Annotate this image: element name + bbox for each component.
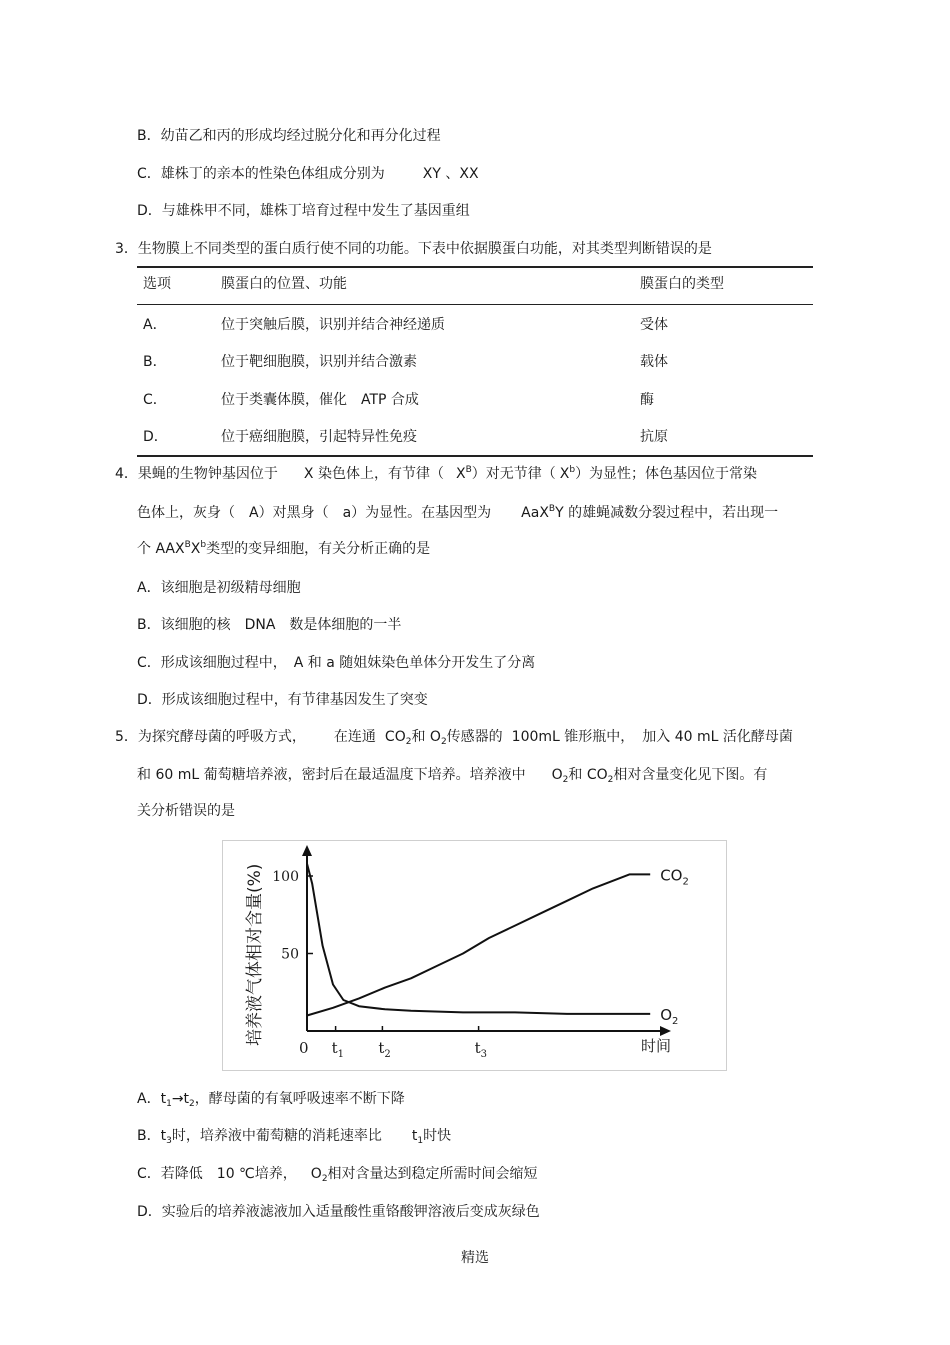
q4-l1-d: ）对无节律（ xyxy=(471,466,556,482)
q5-l1-d: 和 O xyxy=(411,729,441,745)
q4-l1-e: X xyxy=(559,466,570,482)
table-top-rule xyxy=(137,266,813,268)
q5-l1-a: 5．为探究酵母菌的呼吸方式， xyxy=(115,729,306,745)
gas-content-chart xyxy=(223,841,726,1070)
q3-stem: 3．生物膜上不同类型的蛋白质行使不同的功能。下表中依据膜蛋白功能，对其类型判断错误的是 xyxy=(115,241,712,257)
q4-option-d: D．形成该细胞过程中，有节律基因发生了突变 xyxy=(137,692,428,708)
q5-c-c: O xyxy=(310,1166,322,1182)
q4-l3-a-sup: B xyxy=(184,540,191,550)
q4-l1-b: X 染色体上，有节律（ xyxy=(303,466,444,482)
q4-stem-line3 xyxy=(137,539,430,559)
q5-b-a: B． xyxy=(137,1128,161,1144)
q5-b-e: 时快 xyxy=(423,1128,452,1144)
table-row-c-function: 位于类囊体膜，催化 ATP 合成 xyxy=(221,392,419,408)
gas-content-figure xyxy=(222,840,727,1071)
table-header-type: 膜蛋白的类型 xyxy=(640,276,724,292)
q5-l1-e: 传感器的 xyxy=(446,729,503,745)
x-tick-label: $t_2$ xyxy=(378,1039,391,1060)
q5-option-c xyxy=(137,1164,538,1184)
q5-l1-f: 100mL 锥形瓶中， xyxy=(511,729,635,745)
q2-option-c-text: C．雄株丁的亲本的性染色体组成分别为 xyxy=(137,166,385,182)
table-row-b-option: B． xyxy=(143,354,167,370)
q4-option-b: B．该细胞的核 DNA 数是体细胞的一半 xyxy=(137,617,402,633)
q5-l1-c-sub: 2 xyxy=(405,737,412,747)
q5-option-b xyxy=(137,1126,451,1146)
q5-l2-b-sub: 2 xyxy=(562,775,569,785)
table-bottom-rule xyxy=(137,455,813,457)
q5-stem-line1 xyxy=(115,727,793,747)
page-footer: 精选 xyxy=(461,1250,489,1266)
q4-l2-b: AaX xyxy=(521,505,549,521)
series-line-co2 xyxy=(307,874,650,1015)
q4-l3-a: 个 AAX xyxy=(137,541,185,557)
y-tick-label: 100 xyxy=(272,869,299,885)
q5-c-c-sub: 2 xyxy=(321,1174,328,1184)
q4-stem-line1 xyxy=(115,464,757,484)
table-header-function: 膜蛋白的位置、功能 xyxy=(221,276,347,292)
q5-a-b-sub: 1 xyxy=(166,1099,172,1109)
q5-c-d: 相对含量达到稳定所需时间会缩短 xyxy=(327,1166,538,1182)
q4-l1-f: ）为显性；体色基因位于常染 xyxy=(575,466,758,482)
q4-l1-c-sup: B xyxy=(465,465,472,475)
q5-a-a: A． xyxy=(137,1091,161,1107)
q4-l2-b-sup: B xyxy=(548,504,556,514)
q5-l1-c: CO xyxy=(384,729,406,745)
q5-b-d-sub: 1 xyxy=(417,1136,424,1146)
q4-l1-c: X xyxy=(455,466,466,482)
q4-l3-b: X xyxy=(190,541,201,557)
q5-b-b: t xyxy=(160,1128,167,1144)
x-axis-arrow xyxy=(660,1026,671,1036)
q5-b-c: 时，培养液中葡萄糖的消耗速率比 xyxy=(171,1128,382,1144)
table-row-a-function: 位于突触后膜，识别并结合神经递质 xyxy=(221,317,445,333)
q5-l1-g: 加入 40 mL 活化酵母菌 xyxy=(642,729,793,745)
q4-option-a: A．该细胞是初级精母细胞 xyxy=(137,580,301,596)
q5-option-a xyxy=(137,1089,405,1109)
table-row-a-option: A． xyxy=(143,317,167,333)
table-row-d-option: D． xyxy=(143,429,168,445)
x-tick-label: 0 xyxy=(299,1039,309,1057)
q2-option-b: B．幼苗乙和丙的形成均经过脱分化和再分化过程 xyxy=(137,128,441,144)
q4-l1-e-sup: b xyxy=(569,465,576,475)
q5-c-a: C．若降低 xyxy=(137,1166,203,1182)
series-label-o2: $O_2$ xyxy=(660,1005,679,1027)
table-row-d-type: 抗原 xyxy=(640,429,668,445)
q5-l2-c: 和 CO xyxy=(568,767,608,783)
q4-option-c: C．形成该细胞过程中， A 和 a 随姐妹染色单体分开发生了分离 xyxy=(137,655,536,671)
q5-b-b-sub: 3 xyxy=(166,1136,172,1146)
y-axis-label: 培养液气体相对含量(%) xyxy=(245,863,265,1046)
table-header-rule xyxy=(137,304,813,305)
series-label-co2: $CO_2$ xyxy=(660,866,689,888)
q4-stem-line2 xyxy=(137,503,778,523)
q5-a-d: ，酵母菌的有氧呼吸速率不断下降 xyxy=(194,1091,405,1107)
table-row-d-function: 位于癌细胞膜，引起特异性免疫 xyxy=(221,429,417,445)
q4-l2-a: 色体上，灰身（ A）对黑身（ a）为显性。在基因型为 xyxy=(137,505,492,521)
q5-l2-d: 相对含量变化见下图。有 xyxy=(613,767,768,783)
q4-l2-c: Y 的雄蝇减数分裂过程中，若出现一 xyxy=(555,505,779,521)
q5-l2-c-sub: 2 xyxy=(607,775,614,785)
q4-l3-c: 类型的变异细胞，有关分析正确的是 xyxy=(206,541,431,557)
q5-l1-b: 在连通 xyxy=(333,729,376,745)
x-tick-label: $t_3$ xyxy=(474,1039,488,1060)
q5-c-b: 10 ℃培养， xyxy=(216,1166,297,1182)
table-row-b-function: 位于靶细胞膜，识别并结合激素 xyxy=(221,354,417,370)
table-row-c-option: C． xyxy=(143,392,167,408)
table-header-option: 选项 xyxy=(143,276,171,292)
table-row-c-type: 酶 xyxy=(640,392,654,408)
q5-stem-line2 xyxy=(137,765,767,785)
q5-option-d: D．实验后的培养液滤液加入适量酸性重铬酸钾溶液后变成灰绿色 xyxy=(137,1204,540,1220)
table-row-a-type: 受体 xyxy=(640,317,668,333)
y-tick-label: 50 xyxy=(281,946,299,963)
table-row-b-type: 载体 xyxy=(640,354,668,370)
q5-l2-b: O xyxy=(551,767,563,783)
q5-stem-line3: 关分析错误的是 xyxy=(137,803,235,819)
q5-a-c: →t xyxy=(171,1091,190,1107)
q5-a-c-sub: 2 xyxy=(189,1099,195,1109)
q2-option-c-genotypes: XY 、XX xyxy=(422,166,479,182)
x-tick-label: $t_1$ xyxy=(331,1039,345,1060)
q5-l2-a: 和 60 mL 葡萄糖培养液，密封后在最适温度下培养。培养液中 xyxy=(137,767,526,783)
x-axis-label: 时间 xyxy=(641,1037,672,1055)
q4-l3-b-sup: b xyxy=(200,540,207,550)
q2-option-c xyxy=(137,164,479,184)
q5-a-b: t xyxy=(160,1091,167,1107)
y-axis-arrow xyxy=(302,845,312,856)
q4-l1-a: 4．果蝇的生物钟基因位于 xyxy=(115,466,278,482)
q5-b-d: t xyxy=(411,1128,418,1144)
q5-l1-d-sub: 2 xyxy=(440,737,447,747)
q2-option-d: D．与雄株甲不同，雄株丁培育过程中发生了基因重组 xyxy=(137,203,470,219)
